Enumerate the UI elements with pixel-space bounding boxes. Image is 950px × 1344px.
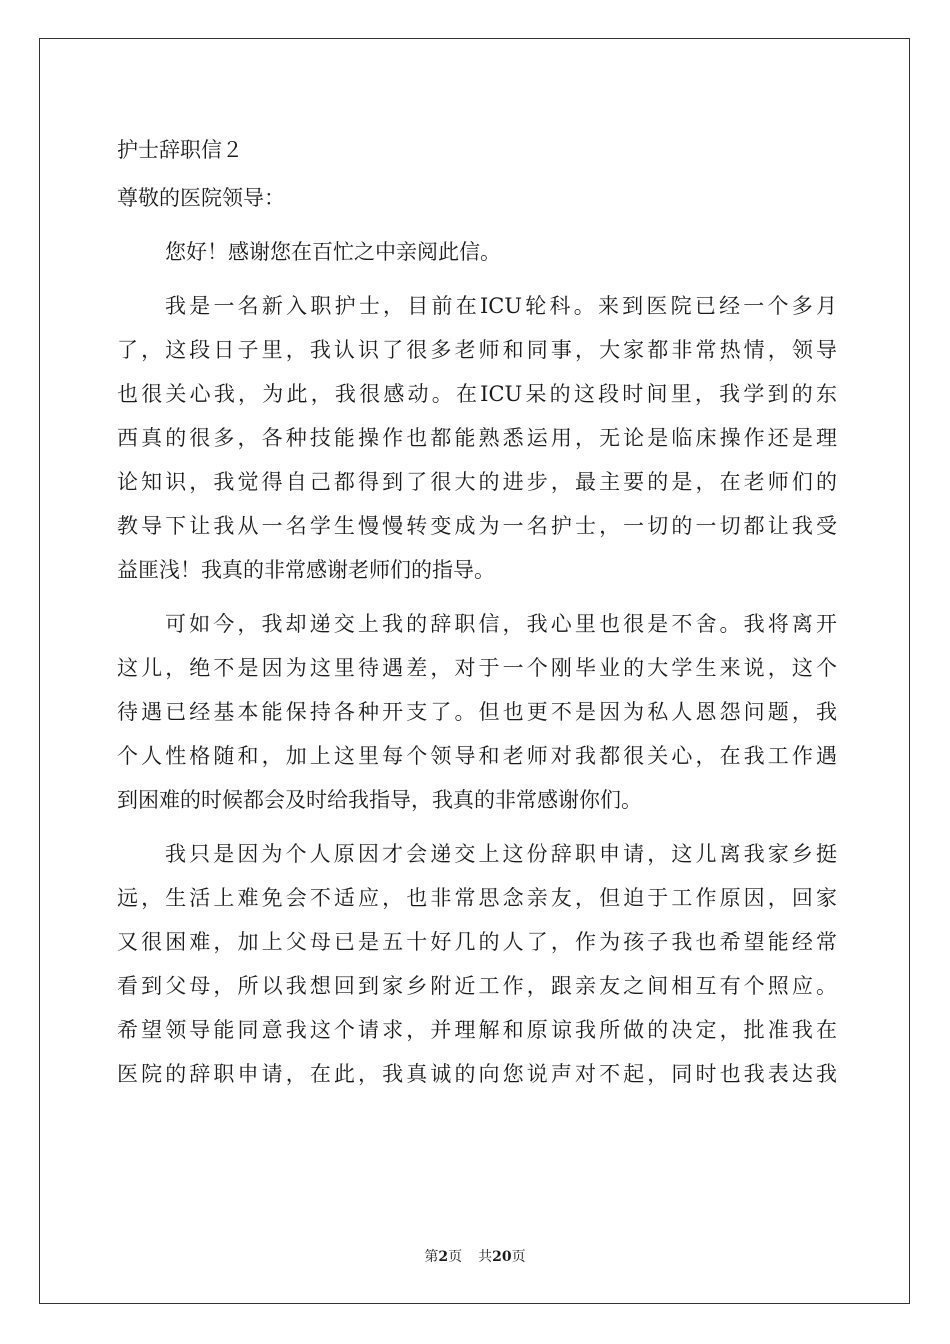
total-pages: 20 (492, 1249, 512, 1265)
paragraph-greeting (117, 230, 837, 274)
paragraph-line: 您好！感谢您在百忙之中亲阅此信。 (165, 240, 501, 264)
total-prefix: 共 (478, 1249, 493, 1265)
paragraph-line: 医院的辞职申请，在此，我真诚的向您说声对不起，同时也我表达我 (117, 1062, 837, 1086)
paragraph-line: 个人性格随和，加上这里每个领导和老师对我都很关心，在我工作遇 (117, 744, 837, 768)
paragraph-introduction (117, 284, 837, 592)
letter-title: 护士辞职信２ (117, 138, 243, 162)
letter-body (117, 128, 837, 1106)
paragraph-line: 可如今，我却递交上我的辞职信，我心里也很是不舍。我将离开 (165, 612, 837, 636)
paragraph-personal-reason (117, 832, 837, 1096)
paragraph-line: 也很关心我，为此，我很感动。在ICU呆的这段时间里，我学到的东 (117, 382, 837, 406)
paragraph-line: 看到父母，所以我想回到家乡附近工作，跟亲友之间相互有个照应。 (117, 974, 837, 998)
page-footer (0, 1248, 950, 1266)
paragraph-line: 教导下让我从一名学生慢慢转变成为一名护士，一切的一切都让我受 (117, 514, 837, 538)
paragraph-line: 又很困难，加上父母已是五十好几的人了，作为孩子我也希望能经常 (117, 930, 837, 954)
paragraph-reasons-not (117, 602, 837, 822)
paragraph-line: 希望领导能同意我这个请求，并理解和原谅我所做的决定，批准我在 (117, 1018, 837, 1042)
paragraph-line: 益匪浅！我真的非常感谢老师们的指导。 (117, 558, 495, 582)
paragraph-line: 待遇已经基本能保持各种开支了。但也更不是因为私人恩怨问题，我 (117, 700, 837, 724)
letter-salutation: 尊敬的医院领导： (117, 186, 285, 210)
page-number: 2 (438, 1249, 449, 1265)
page-suffix: 页 (448, 1249, 463, 1265)
paragraph-line: 这儿，绝不是因为这里待遇差，对于一个刚毕业的大学生来说，这个 (117, 656, 837, 680)
paragraph-line: 远，生活上难免会不适应，也非常思念亲友，但迫于工作原因，回家 (117, 886, 837, 910)
total-suffix: 页 (511, 1249, 526, 1265)
paragraph-line: 了，这段日子里，我认识了很多老师和同事，大家都非常热情，领导 (117, 338, 837, 362)
paragraph-line: 到困难的时候都会及时给我指导，我真的非常感谢你们。 (117, 788, 642, 812)
paragraph-line: 我是一名新入职护士，目前在ICU轮科。来到医院已经一个多月 (165, 294, 837, 318)
paragraph-line: 西真的很多，各种技能操作也都能熟悉运用，无论是临床操作还是理 (117, 426, 837, 450)
paragraph-line: 论知识，我觉得自己都得到了很大的进步，最主要的是，在老师们的 (117, 470, 837, 494)
page-prefix: 第 (424, 1249, 439, 1265)
paragraph-line: 我只是因为个人原因才会递交上这份辞职申请，这儿离我家乡挺 (165, 842, 837, 866)
